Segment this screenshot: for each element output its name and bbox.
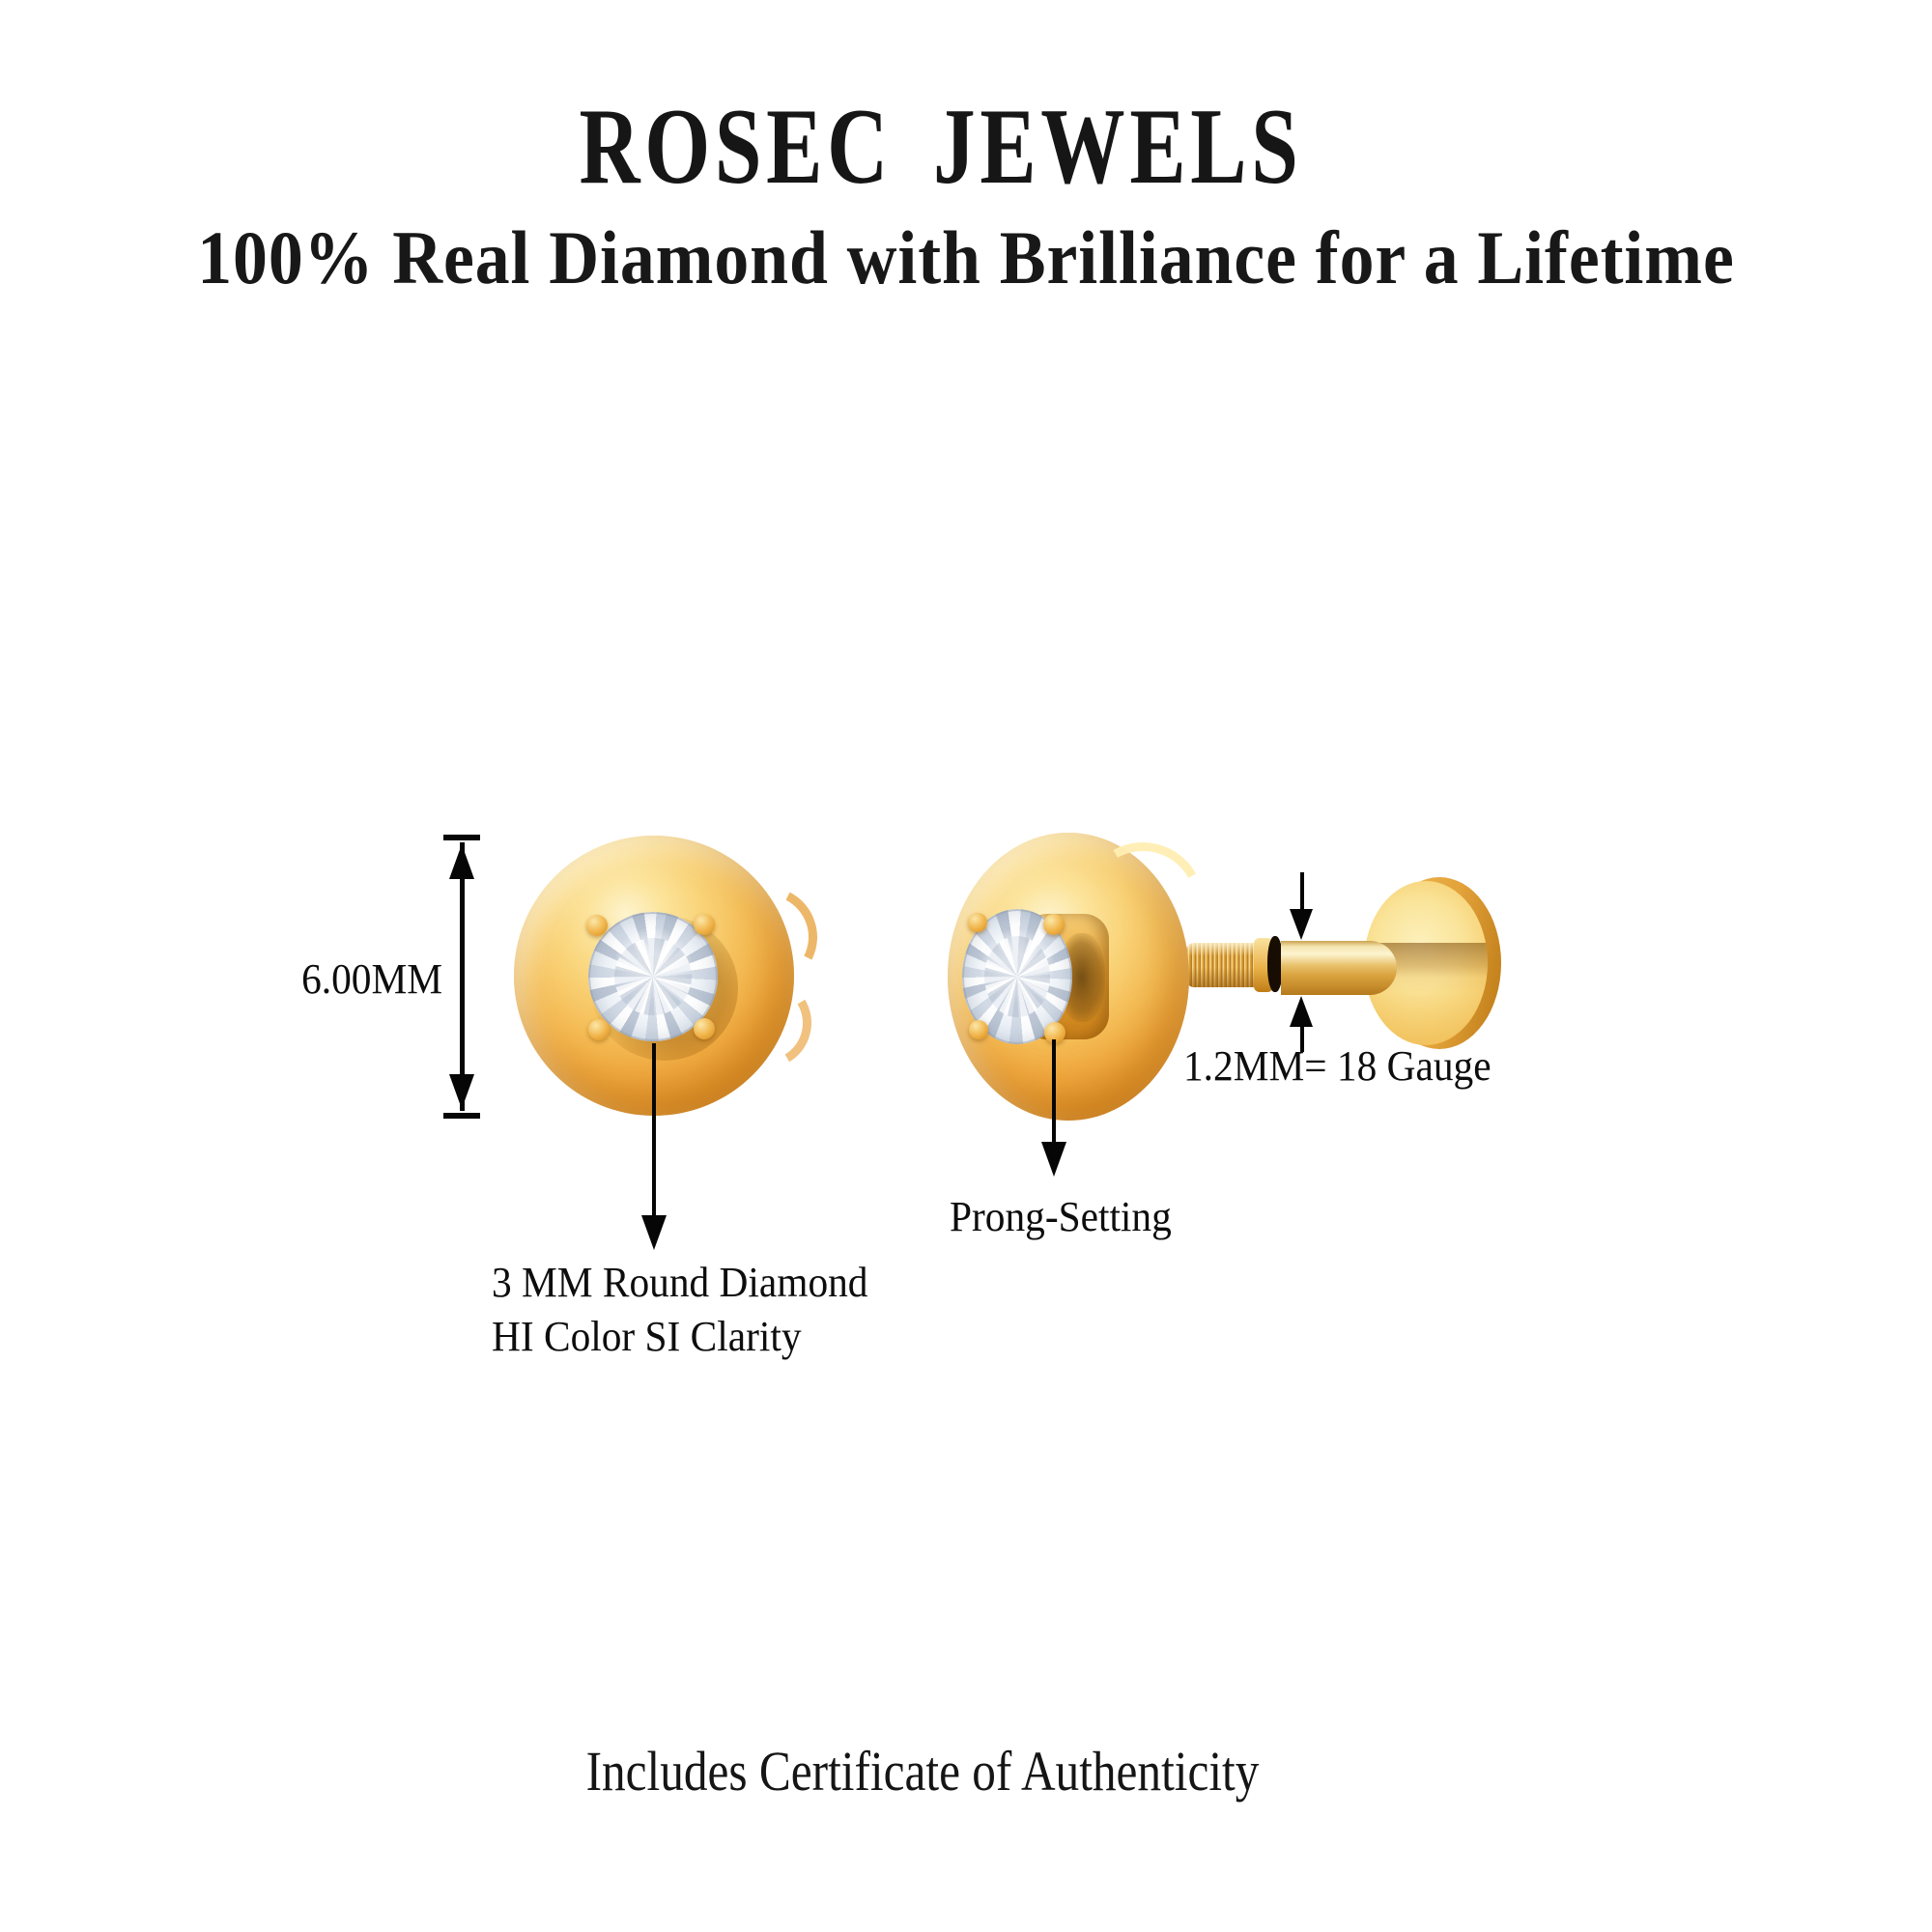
smooth-post — [1281, 941, 1397, 995]
arrow-down-icon — [1041, 1142, 1066, 1177]
arrow-up-icon — [449, 844, 474, 879]
gauge-label: 1.2MM= 18 Gauge — [1183, 1042, 1492, 1090]
dimension-line — [460, 842, 465, 1111]
callout-line — [652, 1043, 656, 1217]
arrow-down-icon — [641, 1215, 667, 1250]
prong-ball-icon — [694, 1018, 715, 1039]
arrow-down-icon — [1290, 909, 1313, 940]
prong-ball-icon — [588, 1019, 610, 1040]
setting-label: Prong-Setting — [950, 1193, 1172, 1240]
diamond-spec-line1: 3 MM Round Diamond — [492, 1259, 868, 1306]
diamond-spec-label — [492, 1256, 867, 1365]
arrow-up-icon — [1290, 996, 1313, 1027]
prong-ball-icon — [968, 913, 987, 932]
callout-line — [1052, 1039, 1056, 1144]
dimension-cap-bottom — [443, 1113, 480, 1119]
gauge-line-top — [1300, 872, 1304, 911]
prong-ball-icon — [586, 915, 608, 936]
height-label: 6.00MM — [301, 955, 442, 1003]
diamond-spec-line2: HI Color SI Clarity — [492, 1313, 802, 1361]
brand-title: ROSEC JEWELS — [579, 87, 1303, 207]
arrow-down-icon — [449, 1074, 474, 1109]
tagline: 100% Real Diamond with Brilliance for a Lifetime — [197, 215, 1735, 299]
certificate-note: Includes Certificate of Authenticity — [585, 1740, 1260, 1803]
dimension-cap-top — [443, 835, 480, 840]
prong-ball-icon — [694, 914, 715, 935]
prong-ball-icon — [969, 1020, 988, 1039]
prong-ball-icon — [1043, 914, 1065, 935]
